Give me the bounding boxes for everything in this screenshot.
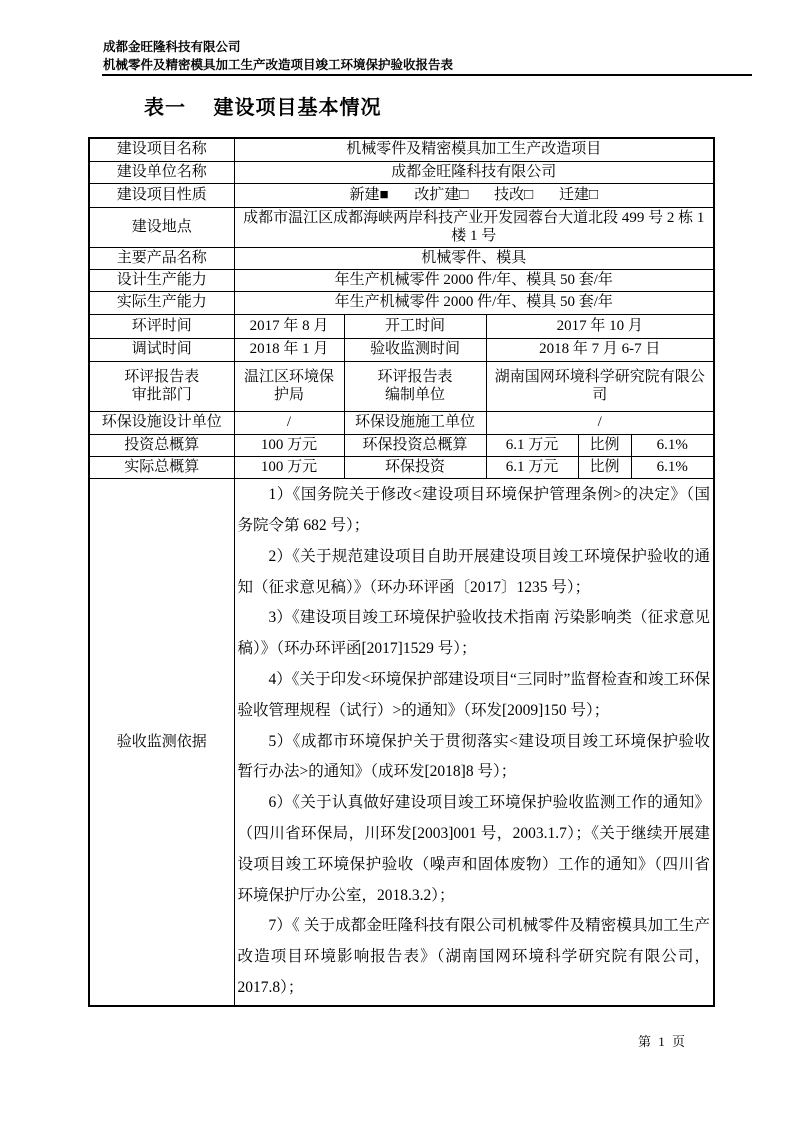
eia-approval-label-line1: 环评报告表 bbox=[124, 368, 200, 385]
start-time-label: 开工时间 bbox=[344, 314, 486, 338]
budget-value: 100 万元 bbox=[234, 434, 344, 456]
budget-ratio-label: 比例 bbox=[578, 434, 631, 456]
basis-item-2: 2）《关于规范建设项目自助开展建设项目竣工环境保护验收的通知（征求意见稿）》（环办环评函〔2017〕1235 号）； bbox=[237, 547, 711, 596]
actual-ratio-value: 6.1% bbox=[631, 456, 714, 478]
table-row-actual-budget bbox=[89, 456, 714, 478]
design-unit-label: 环保设施设计单位 bbox=[89, 411, 234, 434]
eia-approval-label bbox=[89, 361, 234, 411]
monitoring-basis-content bbox=[234, 478, 714, 1006]
actual-budget-label: 实际总概算 bbox=[89, 456, 234, 478]
eia-time-value: 2017 年 8 月 bbox=[234, 314, 344, 338]
design-capacity-value: 年生产机械零件 2000 件/年、模具 50 套/年 bbox=[234, 269, 714, 291]
budget-ratio-value: 6.1% bbox=[631, 434, 714, 456]
actual-capacity-label: 实际生产能力 bbox=[89, 291, 234, 314]
eia-approval-label-line2: 审批部门 bbox=[131, 387, 192, 404]
table-row-project-name bbox=[89, 138, 714, 161]
eia-approval-value: 温江区环境保护局 bbox=[234, 361, 344, 411]
table-row-location bbox=[89, 207, 714, 248]
monitor-time-value: 2018 年 7 月 6-7 日 bbox=[486, 338, 714, 361]
table-row-project-nature bbox=[89, 183, 714, 207]
basis-item-4: 4）《关于印发<环境保护部建设项目“三同时”监督检查和竣工环保验收管理规程（试行）>的通知》（环发[2009]150 号）； bbox=[237, 671, 711, 719]
construct-unit-label: 环保设施施工单位 bbox=[344, 411, 486, 434]
eia-compile-label-line1: 环评报告表 bbox=[377, 368, 453, 385]
basis-item-1: 1）《国务院关于修改<建设项目环境保护管理条例>的决定》（国务院令第 682 号）； bbox=[237, 486, 711, 535]
main-products-label: 主要产品名称 bbox=[89, 248, 234, 270]
basis-item-6: 6）《关于认真做好建设项目竣工环境保护验收监测工作的通知》（四川省环保局，川环发[2003]001 号，2003.1.7）；《关于继续开展建设项目竣工环境保护验收（噪声和固体废物）工作的通知》（四川省环境保护厅办公室，2018.3.2）； bbox=[237, 794, 711, 904]
table-row-design-capacity bbox=[89, 269, 714, 291]
project-nature-label: 建设项目性质 bbox=[89, 183, 234, 207]
start-time-value: 2017 年 10 月 bbox=[486, 314, 714, 338]
design-capacity-label: 设计生产能力 bbox=[89, 269, 234, 291]
basis-item-3: 3）《建设项目竣工环境保护验收技术指南 污染影响类（征求意见稿）》（环办环评函[2017]1529 号）； bbox=[237, 609, 711, 658]
debug-time-label: 调试时间 bbox=[89, 338, 234, 361]
nature-option-new: 新建■ bbox=[349, 186, 389, 203]
budget-label: 投资总概算 bbox=[89, 434, 234, 456]
table-row-unit-name bbox=[89, 161, 714, 183]
basic-info-table bbox=[88, 137, 715, 1007]
eia-compile-label-line2: 编制单位 bbox=[384, 387, 445, 404]
env-invest-value: 6.1 万元 bbox=[486, 456, 578, 478]
page-number: 第 1 页 bbox=[637, 1034, 687, 1049]
document-header bbox=[103, 38, 753, 74]
basis-item-7: 7）《 关于成都金旺隆科技有限公司机械零件及精密模具加工生产改造项目环境影响报告表》（湖南国网环境科学研究院有限公司， 2017.8）； bbox=[237, 917, 711, 996]
nature-option-technical: 技改□ bbox=[494, 186, 534, 203]
table-row-main-products bbox=[89, 248, 714, 270]
main-products-value: 机械零件、模具 bbox=[234, 248, 714, 270]
basis-item-5: 5）《成都市环境保护关于贯彻落实<建设项目竣工环境保护验收暂行办法>的通知》（成环发[2018]8 号）； bbox=[237, 732, 711, 781]
table-row-eia-time bbox=[89, 314, 714, 338]
unit-name-label: 建设单位名称 bbox=[89, 161, 234, 183]
env-invest-label: 环保投资 bbox=[344, 456, 486, 478]
location-label: 建设地点 bbox=[89, 207, 234, 248]
table-row-eia-report bbox=[89, 361, 714, 411]
debug-time-value: 2018 年 1 月 bbox=[234, 338, 344, 361]
env-budget-value: 6.1 万元 bbox=[486, 434, 578, 456]
table-row-debug-time bbox=[89, 338, 714, 361]
project-name-value: 机械零件及精密模具加工生产改造项目 bbox=[234, 138, 714, 161]
table-row-monitoring-basis bbox=[89, 478, 714, 1006]
table-row-facilities bbox=[89, 411, 714, 434]
header-report-title-line: 机械零件及精密模具加工生产改造项目竣工环境保护验收报告表 bbox=[103, 58, 454, 72]
table-row-actual-capacity bbox=[89, 291, 714, 314]
actual-budget-value: 100 万元 bbox=[234, 456, 344, 478]
eia-compile-label bbox=[344, 361, 486, 411]
construct-unit-value: / bbox=[486, 411, 714, 434]
design-unit-value: / bbox=[234, 411, 344, 434]
header-divider bbox=[102, 74, 752, 76]
nature-option-expand: 改扩建□ bbox=[414, 186, 469, 203]
unit-name-value: 成都金旺隆科技有限公司 bbox=[234, 161, 714, 183]
actual-capacity-value: 年生产机械零件 2000 件/年、模具 50 套/年 bbox=[234, 291, 714, 314]
table-row-budget bbox=[89, 434, 714, 456]
nature-option-relocate: 迁建□ bbox=[558, 186, 598, 203]
monitoring-basis-label: 验收监测依据 bbox=[89, 478, 234, 1006]
project-name-label: 建设项目名称 bbox=[89, 138, 234, 161]
eia-time-label: 环评时间 bbox=[89, 314, 234, 338]
actual-ratio-label: 比例 bbox=[578, 456, 631, 478]
monitor-time-label: 验收监测时间 bbox=[344, 338, 486, 361]
project-nature-value bbox=[234, 183, 714, 207]
location-value: 成都市温江区成都海峡两岸科技产业开发园蓉台大道北段 499 号 2 栋 1 楼 1 号 bbox=[234, 207, 714, 248]
page-title: 表一 建设项目基本情况 bbox=[144, 97, 382, 119]
eia-compile-value: 湖南国网环境科学研究院有限公司 bbox=[486, 361, 714, 411]
env-budget-label: 环保投资总概算 bbox=[344, 434, 486, 456]
header-company-line: 成都金旺隆科技有限公司 bbox=[103, 40, 241, 54]
